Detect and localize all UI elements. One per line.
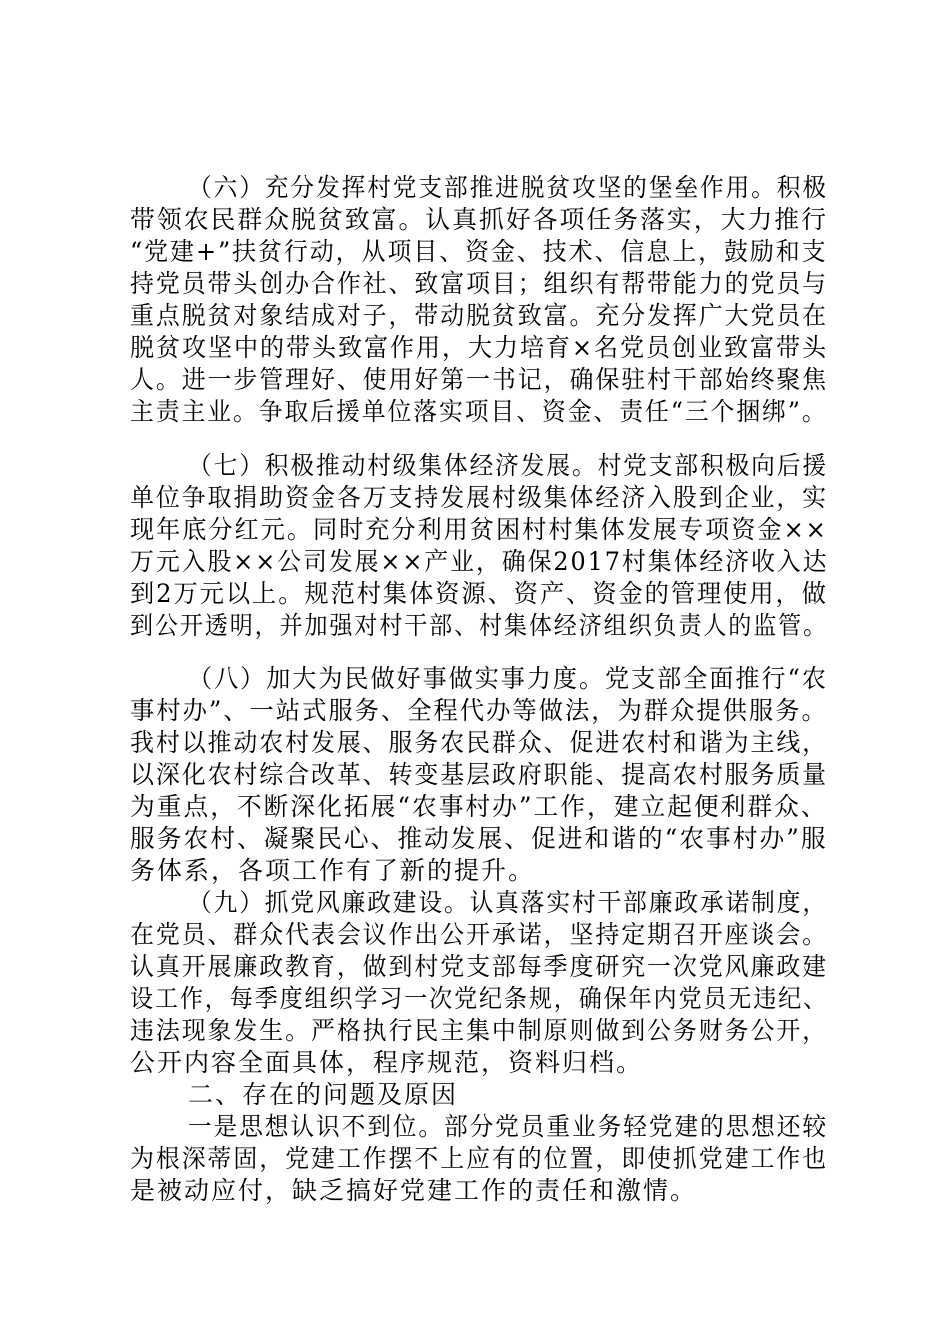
text-line: 为根深蒂固，党建工作摆不上应有的位置，即使抓党建工作也 [130, 1144, 829, 1173]
text-line: 一是思想认识不到位。部分党员重业务轻党建的思想还较 [188, 1112, 828, 1141]
text-line: 是被动应付，缺乏搞好党建工作的责任和激情。 [130, 1176, 698, 1205]
text-line: 重点脱贫对象结成对子，带动脱贫致富。充分发挥广大党员在 [130, 301, 829, 330]
text-line: （八）加大为民做好事做实事力度。党支部全面推行“农 [188, 664, 828, 693]
text-line: 违法现象发生。严格执行民主集中制原则做到公务财务公开， [130, 1016, 829, 1045]
text-line: 到2万元以上。规范村集体资源、资产、资金的管理使用，做 [130, 579, 828, 608]
text-line: 万元入股××公司发展××产业，确保2017村集体经济收入达 [130, 547, 829, 576]
text-line: 主责主业。争取后援单位落实项目、资金、责任“三个捆绑”。 [130, 397, 828, 426]
text-line: （六）充分发挥村党支部推进脱贫攻坚的堡垒作用。积极 [188, 173, 828, 202]
text-line: 以深化农村综合改革、转变基层政府职能、提高农村服务质量 [130, 760, 829, 789]
text-line: 为重点，不断深化拓展“农事村办”工作，建立起便利群众、 [130, 792, 828, 821]
text-line: 带领农民群众脱贫致富。认真抓好各项任务落实，大力推行 [130, 205, 829, 234]
text-line: 现年底分红元。同时充分利用贫困村村集体发展专项资金×× [130, 515, 828, 544]
section-heading: 二、存在的问题及原因 [188, 1080, 459, 1109]
text-line: 人。进一步管理好、使用好第一书记，确保驻村干部始终聚焦 [130, 365, 829, 394]
text-line: “党建+”扶贫行动，从项目、资金、技术、信息上，鼓励和支 [130, 237, 828, 266]
text-line: （七）积极推动村级集体经济发展。村党支部积极向后援 [188, 451, 828, 480]
text-line: 设工作，每季度组织学习一次党纪条规，确保年内党员无违纪、 [130, 984, 829, 1013]
text-line: 脱贫攻坚中的带头致富作用，大力培育×名党员创业致富带头 [130, 333, 828, 362]
text-line: 在党员、群众代表会议作出公开承诺，坚持定期召开座谈会。 [130, 920, 829, 949]
text-line: 服务农村、凝聚民心、推动发展、促进和谐的“农事村办”服 [130, 824, 828, 853]
text-line: 公开内容全面具体，程序规范，资料归档。 [130, 1048, 644, 1077]
text-line: 我村以推动农村发展、服务农民群众、促进农村和谐为主线， [130, 728, 829, 757]
text-line: 持党员带头创办合作社、致富项目；组织有帮带能力的党员与 [130, 269, 829, 298]
text-line: 单位争取捐助资金各万支持发展村级集体经济入股到企业，实 [130, 483, 829, 512]
text-line: 事村办”、一站式服务、全程代办等做法，为群众提供服务。 [130, 696, 828, 725]
text-line: 到公开透明，并加强对村干部、村集体经济组织负责人的监管。 [130, 611, 829, 640]
text-line: 认真开展廉政教育，做到村党支部每季度研究一次党风廉政建 [130, 952, 829, 981]
text-line: 务体系，各项工作有了新的提升。 [130, 856, 536, 885]
text-line: （九）抓党风廉政建设。认真落实村干部廉政承诺制度， [188, 888, 828, 917]
